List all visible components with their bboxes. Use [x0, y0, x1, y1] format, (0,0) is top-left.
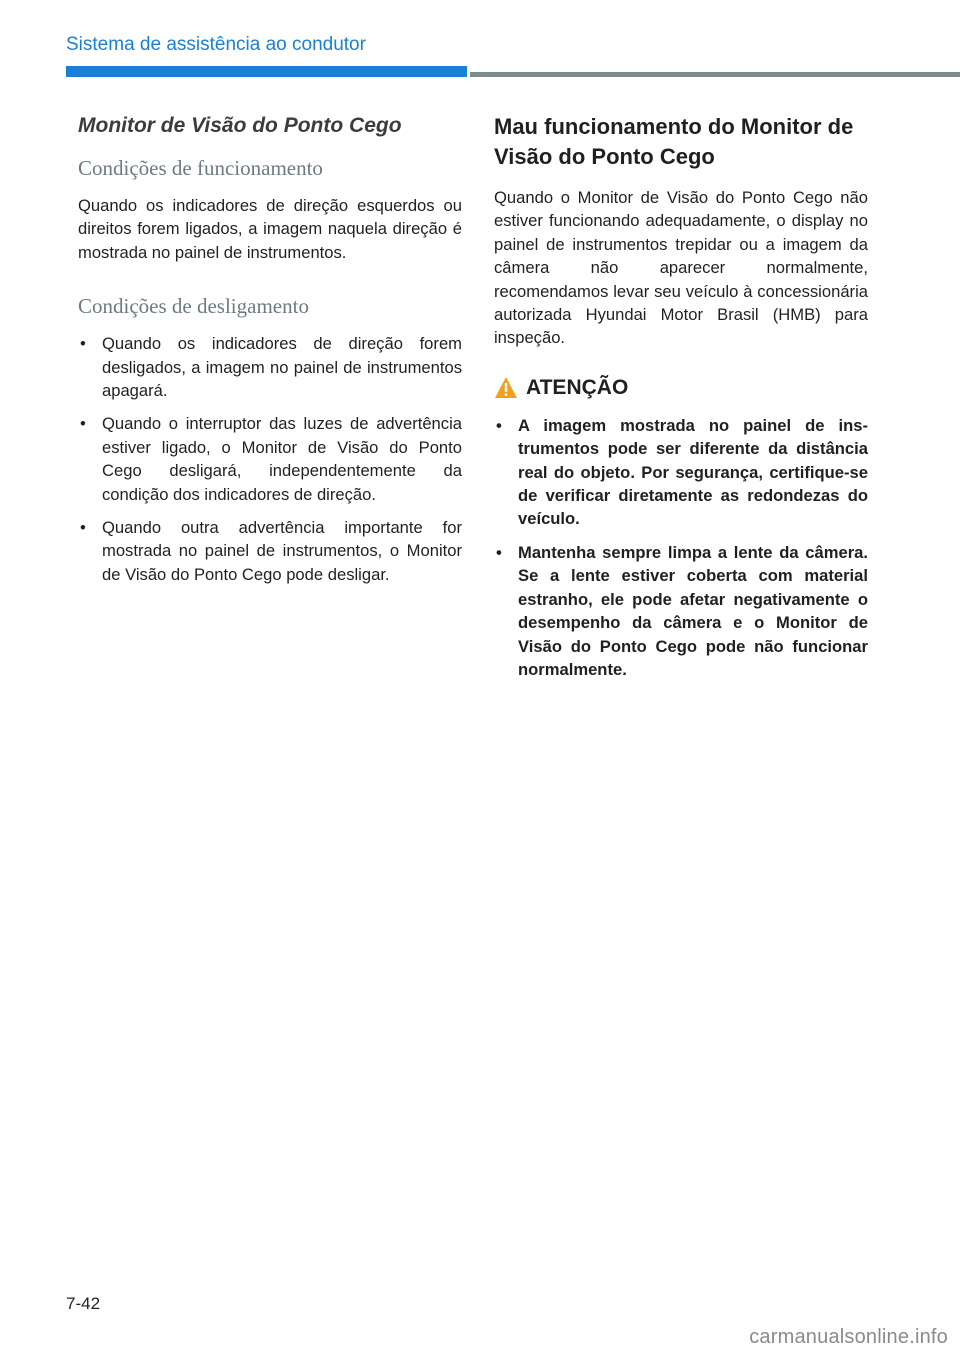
watermark: carmanualsonline.info	[749, 1326, 948, 1348]
list-item: • Quando outra advertência importante for mostrada no painel de instrumentos, o Monitor de Visão do Ponto Cego pode desligar.	[80, 518, 462, 584]
warning-header	[494, 376, 868, 400]
malfunction-text: Quando o Monitor de Visão do Ponto Cego não estiver funcionando adequadamente, o display no painel de instrumentos trepidar ou a imagem da câmera não aparecer normalmente, recomendamos levar seu veículo à concessionária autorizada Hyundai Motor Brasil (HMB) para inspeção.	[494, 188, 868, 348]
operating-conditions-text: Quando os indicadores de direção esquerdos ou direitos forem ligados, a imagem naquela direção é mostrada no painel de instrumentos.	[78, 196, 462, 262]
list-item: • Quando os indicadores de direção forem desligados, a imagem no painel de instrumentos apagará.	[80, 334, 462, 401]
list-item: • Mantenha sempre limpa a lente da câmera. Se a lente estiver coberta com material estranho, ele pode afetar negativamente o desempenho da câmera e o Monitor de Visão do Ponto Cego pode não funcionar normalmente.	[496, 542, 868, 679]
header-rule-blue	[66, 66, 467, 77]
malfunction-heading: Mau funcionamento do Monitor de Visão do Ponto Cego	[494, 114, 854, 169]
right-column	[494, 112, 868, 691]
section-title: Sistema de assistência ao condutor	[66, 34, 366, 55]
bullet-icon: •	[496, 415, 502, 435]
bullet-icon: •	[80, 414, 86, 434]
bullet-icon: •	[496, 542, 502, 562]
feature-heading: Monitor de Visão do Ponto Cego	[78, 114, 402, 137]
shutdown-conditions-heading: Condições de desligamento	[78, 294, 309, 319]
warning-list	[494, 414, 868, 681]
left-column	[78, 112, 462, 596]
shutdown-conditions-list	[78, 332, 462, 586]
warning-triangle-icon	[494, 376, 518, 400]
list-item: • A imagem mostrada no painel de instrumentos pode ser diferente da distância real do objeto. Por segurança, certifique-se de verificar diretamente as redondezas do veículo.	[496, 415, 868, 529]
operating-conditions-heading: Condições de funcionamento	[78, 156, 323, 180]
page-number: 7-42	[66, 1294, 101, 1313]
list-item: • Quando o interruptor das luzes de advertência estiver ligado, o Monitor de Visão do Ponto Cego desligará, independentemente da condição dos indicadores de direção.	[80, 414, 462, 504]
bullet-icon: •	[80, 518, 86, 538]
bullet-icon: •	[80, 334, 86, 354]
warning-title: ATENÇÃO	[526, 375, 629, 399]
header-rule-gray	[470, 72, 960, 77]
